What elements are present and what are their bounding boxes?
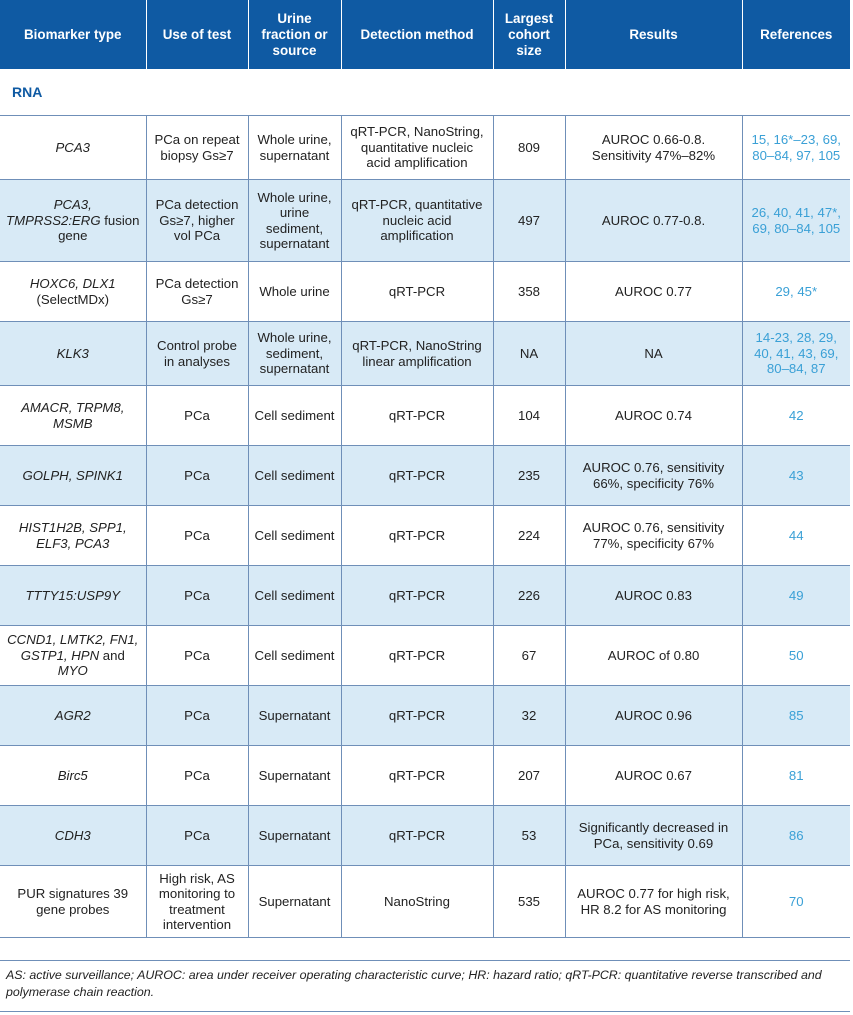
biomarker-name: AMACR, TRPM8, MSMB [21, 400, 125, 431]
table-header-row [0, 0, 850, 69]
table-footnote: AS: active surveillance; AUROC: area under receiver operating characteristic curve; HR: hazard ratio; qRT-PCR: quantitative reverse transcribed and polymerase chain reaction. [0, 960, 850, 1001]
header-use-of-test: Use of test [146, 0, 248, 69]
cell-results: AUROC 0.76, sensitivity 77%, specificity 67% [565, 506, 742, 566]
table-row [0, 322, 850, 386]
cell-urine-fraction: Whole urine, urine sediment, supernatant [248, 180, 341, 262]
cell-results: AUROC 0.66-0.8. Sensitivity 47%–82% [565, 116, 742, 180]
cell-detection-method: qRT-PCR [341, 626, 493, 686]
cell-references[interactable]: 49 [742, 566, 850, 626]
cell-results: NA [565, 322, 742, 386]
cell-references[interactable]: 42 [742, 386, 850, 446]
cell-use-of-test: High risk, AS monitoring to treatment intervention [146, 866, 248, 938]
cell-detection-method: qRT-PCR, NanoString, quantitative nucleic acid amplification [341, 116, 493, 180]
cell-references[interactable]: 15, 16*–23, 69, 80–84, 97, 105 [742, 116, 850, 180]
cell-urine-fraction: Cell sediment [248, 386, 341, 446]
biomarker-name: HOXC6, DLX1 [29, 276, 116, 291]
cell-detection-method: qRT-PCR [341, 506, 493, 566]
cell-urine-fraction: Supernatant [248, 686, 341, 746]
table-row [0, 746, 850, 806]
table-row [0, 262, 850, 322]
cell-references[interactable]: 14-23, 28, 29, 40, 41, 43, 69, 80–84, 87 [742, 322, 850, 386]
cell-use-of-test: PCa [146, 686, 248, 746]
cell-biomarker-type [0, 386, 146, 446]
cell-use-of-test: PCa [146, 446, 248, 506]
cell-use-of-test: PCa [146, 746, 248, 806]
biomarker-name: KLK3 [56, 345, 89, 361]
cell-cohort-size: 358 [493, 262, 565, 322]
cell-references[interactable]: 43 [742, 446, 850, 506]
cell-detection-method: qRT-PCR [341, 686, 493, 746]
cell-biomarker-type [0, 866, 146, 938]
cell-detection-method: qRT-PCR, quantitative nucleic acid amplification [341, 180, 493, 262]
cell-cohort-size: 32 [493, 686, 565, 746]
table-row [0, 180, 850, 262]
cell-biomarker-type [0, 446, 146, 506]
header-references: References [742, 0, 850, 69]
cell-results: Significantly decreased in PCa, sensitivity 0.69 [565, 806, 742, 866]
cell-biomarker-type [0, 566, 146, 626]
cell-results: AUROC 0.67 [565, 746, 742, 806]
header-detection-method: Detection method [341, 0, 493, 69]
header-results: Results [565, 0, 742, 69]
cell-biomarker-type [0, 116, 146, 180]
biomarker-name: AGR2 [54, 707, 91, 723]
cell-use-of-test: PCa [146, 806, 248, 866]
biomarker-name-tail: MYO [57, 663, 88, 679]
cell-urine-fraction: Supernatant [248, 866, 341, 938]
header-biomarker-type: Biomarker type [0, 0, 146, 69]
biomarker-suffix: and [102, 647, 125, 663]
biomarker-name: TTTY15:USP9Y [25, 587, 121, 603]
cell-use-of-test: PCa detection Gs≥7, higher vol PCa [146, 180, 248, 262]
cell-detection-method: qRT-PCR [341, 262, 493, 322]
table-row [0, 806, 850, 866]
biomarker-name: HIST1H2B, SPP1, ELF3, PCA3 [18, 520, 127, 551]
cell-detection-method: qRT-PCR, NanoString linear amplification [341, 322, 493, 386]
biomarker-suffix: fusion gene [58, 212, 140, 244]
cell-use-of-test: PCa [146, 626, 248, 686]
cell-urine-fraction: Supernatant [248, 806, 341, 866]
cell-urine-fraction: Whole urine, sediment, supernatant [248, 322, 341, 386]
cell-biomarker-type [0, 626, 146, 686]
cell-urine-fraction: Whole urine, supernatant [248, 116, 341, 180]
cell-urine-fraction: Cell sediment [248, 446, 341, 506]
biomarker-name: PCA3, TMPRSS2:ERG [6, 197, 101, 228]
cell-cohort-size: 104 [493, 386, 565, 446]
table-row [0, 686, 850, 746]
cell-urine-fraction: Cell sediment [248, 506, 341, 566]
cell-references[interactable]: 29, 45* [742, 262, 850, 322]
cell-biomarker-type [0, 746, 146, 806]
cell-references[interactable]: 81 [742, 746, 850, 806]
biomarker-suffix: (SelectMDx) [36, 291, 110, 307]
cell-cohort-size: 207 [493, 746, 565, 806]
cell-biomarker-type [0, 506, 146, 566]
cell-detection-method: NanoString [341, 866, 493, 938]
table-row [0, 626, 850, 686]
section-row [0, 69, 850, 116]
cell-urine-fraction: Cell sediment [248, 626, 341, 686]
bottom-divider [0, 1011, 850, 1012]
cell-cohort-size: 226 [493, 566, 565, 626]
cell-biomarker-type [0, 262, 146, 322]
table-row [0, 446, 850, 506]
cell-cohort-size: 235 [493, 446, 565, 506]
cell-use-of-test: PCa [146, 506, 248, 566]
table-row [0, 506, 850, 566]
cell-urine-fraction: Cell sediment [248, 566, 341, 626]
cell-detection-method: qRT-PCR [341, 806, 493, 866]
cell-urine-fraction: Supernatant [248, 746, 341, 806]
cell-references[interactable]: 44 [742, 506, 850, 566]
biomarker-suffix: PUR signatures 39 gene probes [17, 886, 129, 917]
cell-detection-method: qRT-PCR [341, 566, 493, 626]
header-cohort-size: Largest cohort size [493, 0, 565, 69]
biomarker-name: GOLPH, SPINK1 [22, 467, 123, 483]
cell-cohort-size: 67 [493, 626, 565, 686]
biomarker-name: Birc5 [57, 767, 88, 783]
cell-results: AUROC of 0.80 [565, 626, 742, 686]
cell-biomarker-type [0, 686, 146, 746]
cell-references[interactable]: 86 [742, 806, 850, 866]
cell-use-of-test: PCa on repeat biopsy Gs≥7 [146, 116, 248, 180]
cell-detection-method: qRT-PCR [341, 386, 493, 446]
biomarker-name: CDH3 [54, 827, 91, 843]
cell-results: AUROC 0.96 [565, 686, 742, 746]
cell-detection-method: qRT-PCR [341, 746, 493, 806]
cell-results: AUROC 0.83 [565, 566, 742, 626]
cell-use-of-test: Control probe in analyses [146, 322, 248, 386]
cell-cohort-size: 535 [493, 866, 565, 938]
cell-references[interactable]: 85 [742, 686, 850, 746]
biomarker-name: PCA3 [55, 139, 90, 155]
table-row [0, 866, 850, 938]
table-row [0, 386, 850, 446]
cell-results: AUROC 0.76, sensitivity 66%, specificity 76% [565, 446, 742, 506]
cell-references[interactable]: 50 [742, 626, 850, 686]
header-urine-fraction: Urine fraction or source [248, 0, 341, 69]
cell-biomarker-type [0, 180, 146, 262]
cell-cohort-size: 53 [493, 806, 565, 866]
cell-use-of-test: PCa detection Gs≥7 [146, 262, 248, 322]
cell-results: AUROC 0.77-0.8. [565, 180, 742, 262]
cell-biomarker-type [0, 322, 146, 386]
table-row [0, 116, 850, 180]
cell-references[interactable]: 26, 40, 41, 47*, 69, 80–84, 105 [742, 180, 850, 262]
cell-cohort-size: NA [493, 322, 565, 386]
section-label: RNA [0, 69, 850, 116]
cell-cohort-size: 809 [493, 116, 565, 180]
cell-use-of-test: PCa [146, 566, 248, 626]
cell-detection-method: qRT-PCR [341, 446, 493, 506]
table-row [0, 566, 850, 626]
cell-results: AUROC 0.77 [565, 262, 742, 322]
cell-results: AUROC 0.77 for high risk, HR 8.2 for AS monitoring [565, 866, 742, 938]
cell-results: AUROC 0.74 [565, 386, 742, 446]
cell-urine-fraction: Whole urine [248, 262, 341, 322]
cell-cohort-size: 224 [493, 506, 565, 566]
cell-biomarker-type [0, 806, 146, 866]
cell-cohort-size: 497 [493, 180, 565, 262]
cell-references[interactable]: 70 [742, 866, 850, 938]
biomarker-name: CCND1, LMTK2, FN1, GSTP1, HPN [7, 632, 139, 663]
cell-use-of-test: PCa [146, 386, 248, 446]
